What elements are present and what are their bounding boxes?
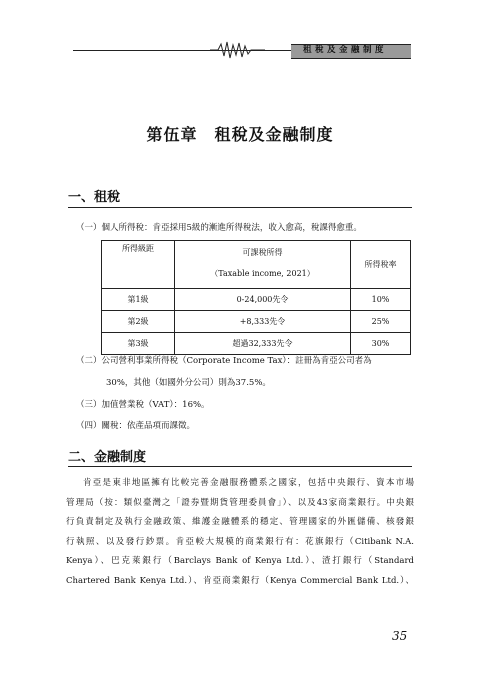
finance-paragraph	[66, 474, 414, 592]
item-vat: （三）加值營業稅（VAT）：16%。	[76, 400, 210, 410]
table-row	[102, 333, 411, 355]
cell-bracket: 第1級	[102, 289, 175, 311]
header-rate: 所得稅率	[351, 241, 411, 289]
item-corporate-tax-cont: 30%，其他（如國外分公司）則為37.5%。	[106, 378, 271, 388]
table-row	[102, 311, 411, 333]
cell-rate: 30%	[351, 333, 411, 355]
header-income-sub: （Taxable income, 2021）	[210, 268, 315, 278]
header-bracket: 所得級距	[102, 241, 175, 289]
header-income	[175, 241, 351, 289]
cell-rate: 25%	[351, 311, 411, 333]
running-title: 租稅及金融制度	[303, 45, 388, 55]
header-income-label: 可課稅所得	[242, 247, 283, 257]
cell-income: 0-24,000先令	[175, 289, 351, 311]
chapter-title: 第伍章 租稅及金融制度	[146, 125, 334, 144]
cell-income: 超過32,333先令	[175, 333, 351, 355]
paragraph-line: 行執照、以及發行鈔票。肯亞較大規模的商業銀行有：花旗銀行（Citibank N.A.	[66, 536, 414, 547]
cell-rate: 10%	[351, 289, 411, 311]
section-heading-tax: 一、租稅	[68, 190, 121, 205]
item-personal-income-tax: （一）個人所得稅：肯亞採用5級的漸進所得稅法，收入愈高，稅課得愈重。	[76, 223, 362, 233]
cell-bracket: 第2級	[102, 311, 175, 333]
paragraph-line: 管理局（按：類似臺灣之「證券暨期貨管理委員會」）、以及43家商業銀行。中央銀	[66, 497, 414, 508]
cell-bracket: 第3級	[102, 333, 175, 355]
paragraph-line: Kenya）、巴克萊銀行（Barclays Bank of Kenya Ltd.）、渣打銀行（Standard	[66, 556, 414, 567]
income-tax-table	[101, 240, 411, 355]
item-corporate-tax: （二）公司營利事業所得稅（Corporate Income Tax）：註冊為肯亞公司者為	[76, 356, 372, 366]
section-rule	[68, 466, 412, 467]
paragraph-line: 肯亞是東非地區擁有比較完善金融服務體系之國家，包括中央銀行、資本市場	[83, 478, 414, 488]
header-wave-ornament	[210, 40, 265, 60]
paragraph-line: Chartered Bank Kenya Ltd.）、肯亞商業銀行（Kenya Commercial Bank Ltd.）、	[66, 575, 414, 586]
table-row	[102, 289, 411, 311]
section-heading-finance: 二、金融制度	[68, 450, 147, 465]
section-rule	[68, 207, 412, 208]
paragraph-line: 行負責制定及執行金融政策、維護金融體系的穩定、管理國家的外匯儲備、核發銀	[66, 517, 414, 528]
page-number: 35	[392, 629, 408, 643]
item-customs: （四）關稅：依產品項而課徵。	[76, 421, 196, 431]
cell-income: +8,333先令	[175, 311, 351, 333]
